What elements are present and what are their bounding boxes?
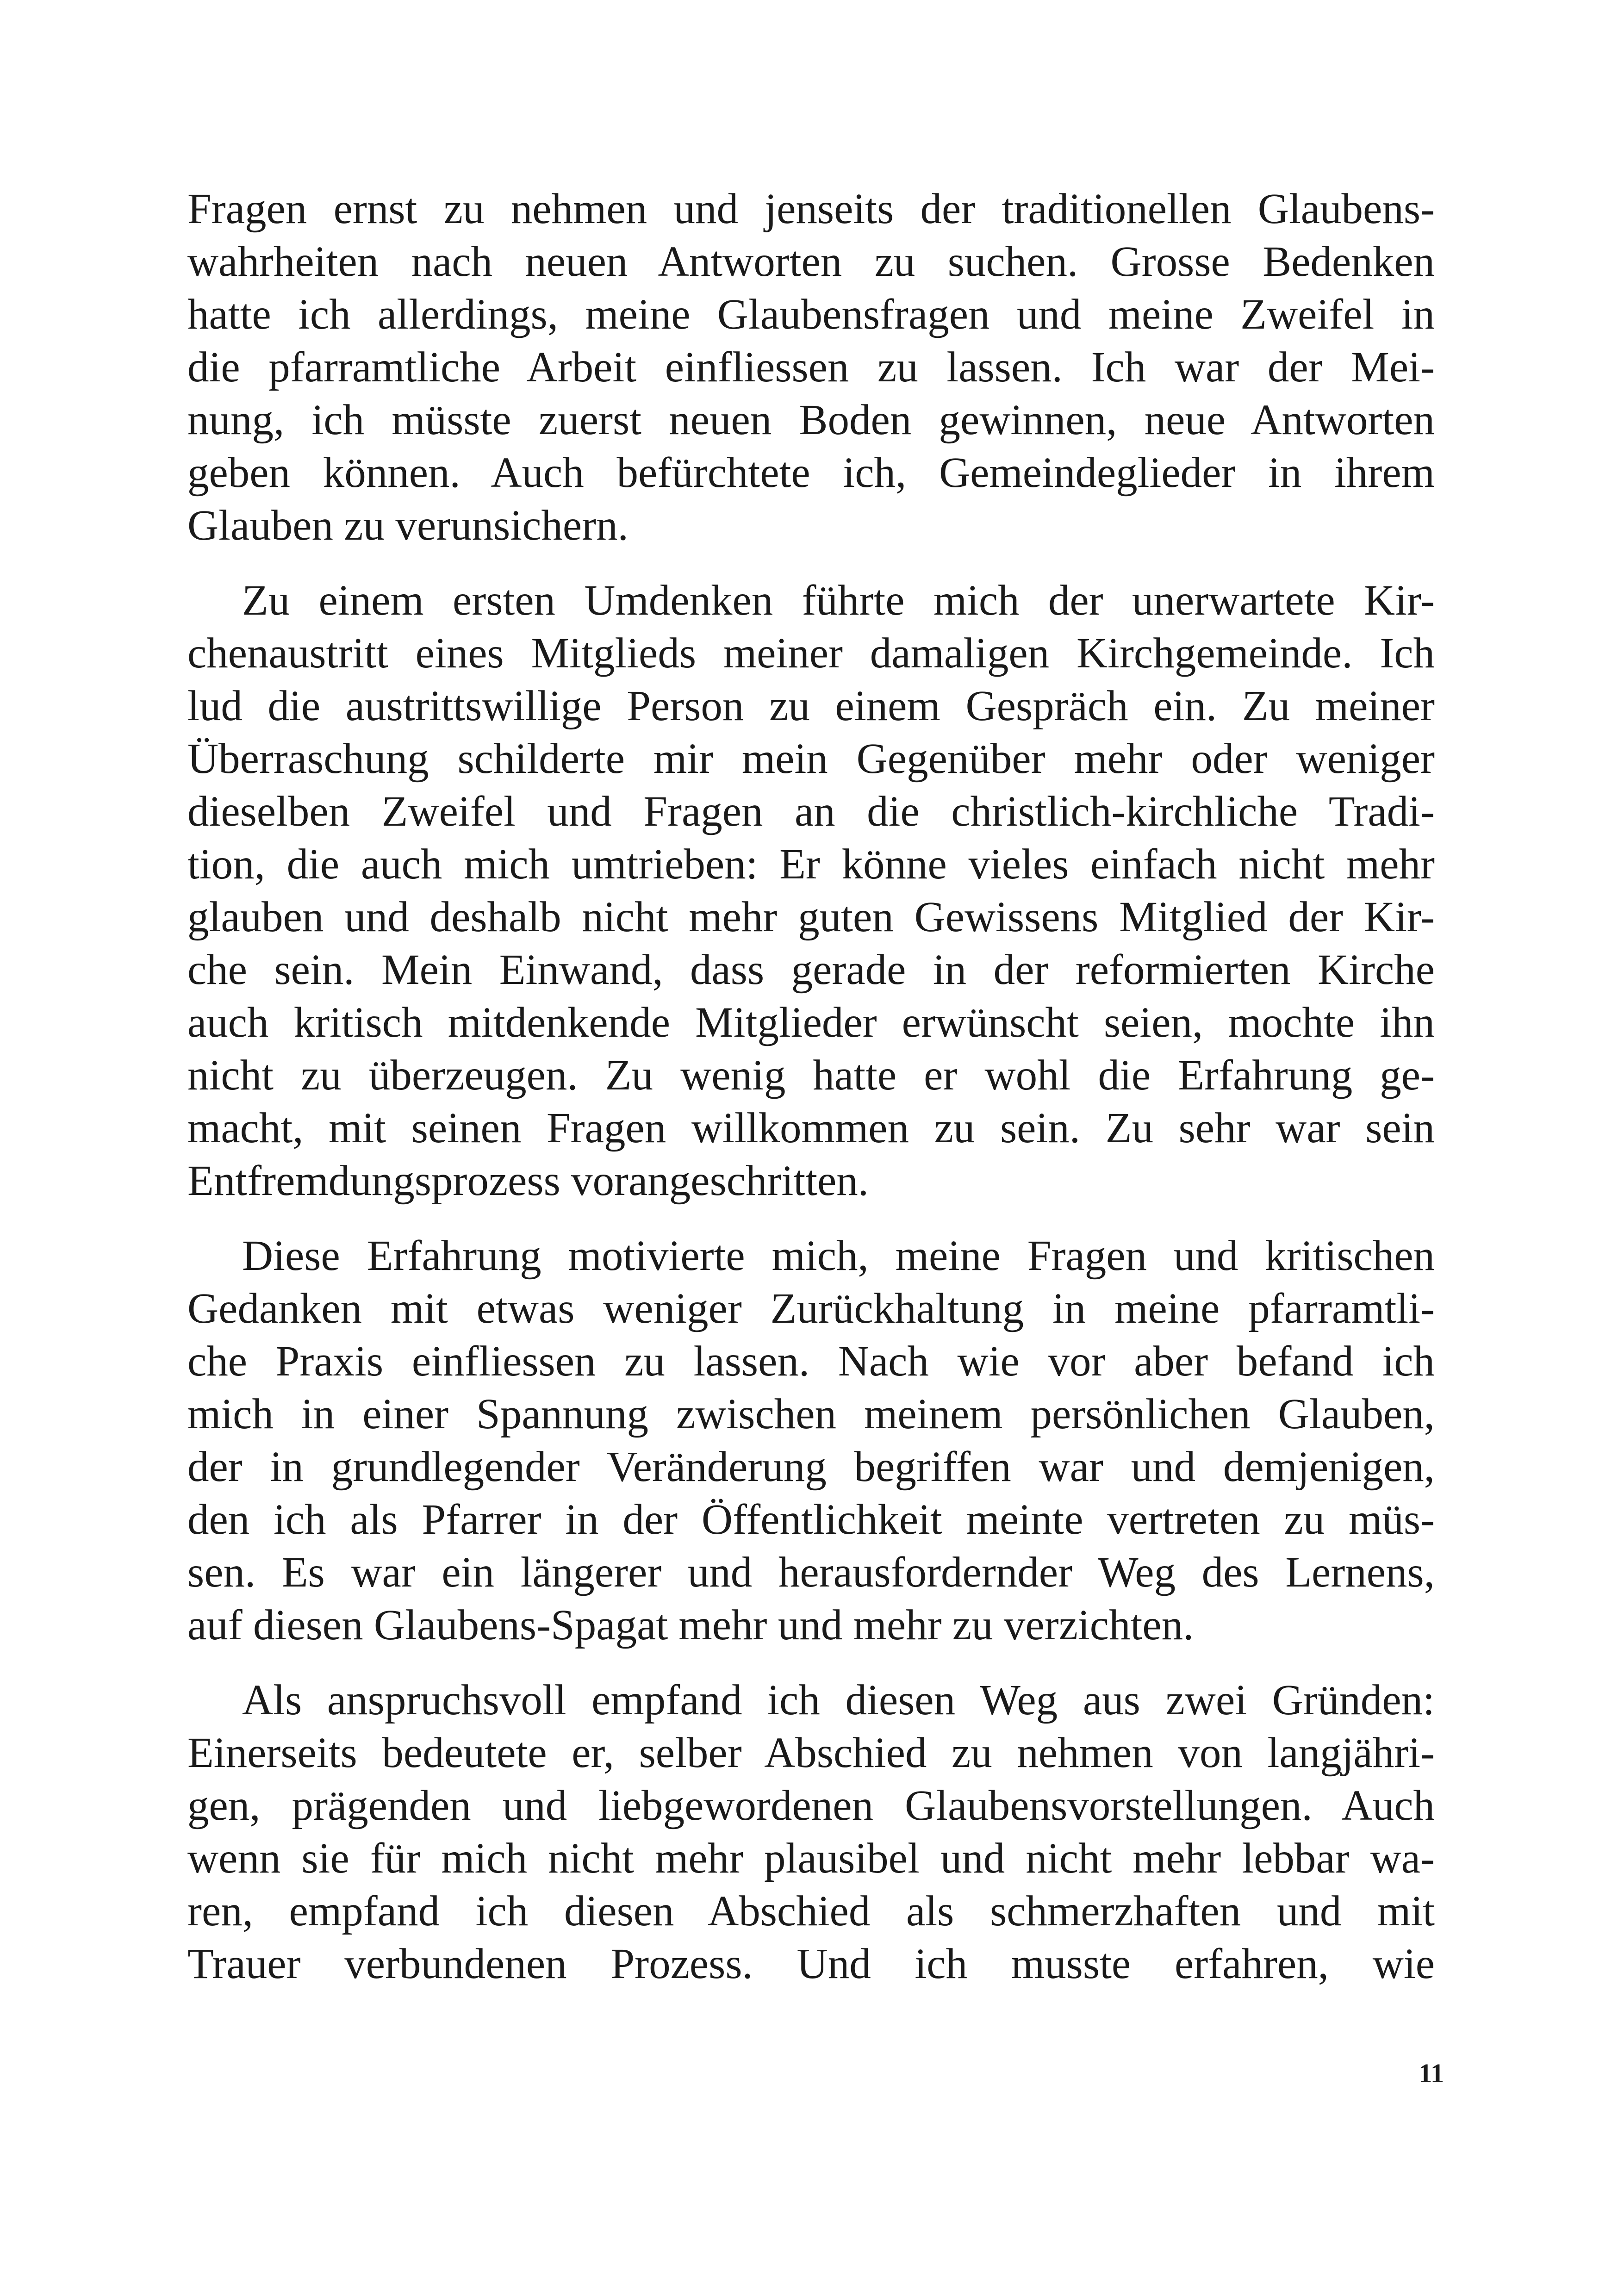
text-line: Einerseits bedeutete er, selber Abschied zu nehmen von langjähri- (187, 1729, 1435, 1777)
text-line: sen. Es war ein längerer und herausfordernder Weg des Lernens, (187, 1549, 1435, 1596)
text-line: den ich als Pfarrer in der Öffentlichkeit meinte vertreten zu müs- (187, 1496, 1435, 1543)
text-line: auch kritisch mitdenkende Mitglieder erwünscht seien, mochte ihn (187, 999, 1435, 1046)
text-line: che sein. Mein Einwand, dass gerade in der reformierten Kirche (187, 946, 1435, 994)
text-line: dieselben Zweifel und Fragen an die christlich-kirchliche Tradi- (187, 788, 1435, 835)
text-line: Entfremdungsprozess vorangeschritten. (187, 1157, 869, 1205)
paragraph (187, 1674, 1435, 1991)
text-line: Gedanken mit etwas weniger Zurückhaltung in meine pfarramtli- (187, 1285, 1435, 1332)
text-line: chenaustritt eines Mitglieds meiner damaligen Kirchgemeinde. Ich (187, 629, 1435, 677)
text-line: Fragen ernst zu nehmen und jenseits der traditionellen Glaubens- (187, 185, 1435, 233)
text-line: auf diesen Glaubens-Spagat mehr und mehr zu verzichten. (187, 1601, 1194, 1649)
text-line: lud die austrittswillige Person zu einem Gespräch ein. Zu meiner (187, 682, 1435, 730)
text-line: wenn sie für mich nicht mehr plausibel und nicht mehr lebbar wa- (187, 1835, 1435, 1882)
text-line: nicht zu überzeugen. Zu wenig hatte er wohl die Erfahrung ge- (187, 1052, 1435, 1099)
text-line: die pfarramtliche Arbeit einfliessen zu lassen. Ich war der Mei- (187, 343, 1435, 391)
text-line: nung, ich müsste zuerst neuen Boden gewinnen, neue Antworten (187, 396, 1435, 444)
text-line: Trauer verbundenen Prozess. Und ich musste erfahren, wie (187, 1940, 1435, 1988)
text-line: wahrheiten nach neuen Antworten zu suchen. Grosse Bedenken (187, 238, 1435, 286)
text-line: glauben und deshalb nicht mehr guten Gewissens Mitglied der Kir- (187, 893, 1435, 941)
text-line: Diese Erfahrung motivierte mich, meine Fragen und kritischen (242, 1232, 1435, 1280)
text-line: der in grundlegender Veränderung begriffen war und demjenigen, (187, 1443, 1435, 1491)
text-line: ren, empfand ich diesen Abschied als schmerzhaften und mit (187, 1887, 1435, 1935)
text-line: gen, prägenden und liebgewordenen Glaubensvorstellungen. Auch (187, 1782, 1435, 1829)
body-text (187, 183, 1435, 1991)
text-line: hatte ich allerdings, meine Glaubensfragen und meine Zweifel in (187, 291, 1435, 338)
page-number: 11 (1419, 2058, 1444, 2088)
paragraph (187, 183, 1435, 552)
text-line: tion, die auch mich umtrieben: Er könne vieles einfach nicht mehr (187, 840, 1435, 888)
text-line: geben können. Auch befürchtete ich, Gemeindeglieder in ihrem (187, 449, 1435, 497)
text-line: Zu einem ersten Umdenken führte mich der unerwartete Kir- (242, 577, 1435, 624)
text-line: Überraschung schilderte mir mein Gegenüber mehr oder weniger (187, 735, 1435, 783)
paragraph (187, 1230, 1435, 1652)
text-line: Als anspruchsvoll empfand ich diesen Weg aus zwei Gründen: (242, 1676, 1435, 1724)
text-line: macht, mit seinen Fragen willkommen zu sein. Zu sehr war sein (187, 1104, 1435, 1152)
paragraph (187, 574, 1435, 1207)
text-line: mich in einer Spannung zwischen meinem persönlichen Glauben, (187, 1390, 1435, 1438)
text-line: che Praxis einfliessen zu lassen. Nach wie vor aber befand ich (187, 1338, 1435, 1385)
text-line: Glauben zu verunsichern. (187, 502, 629, 549)
